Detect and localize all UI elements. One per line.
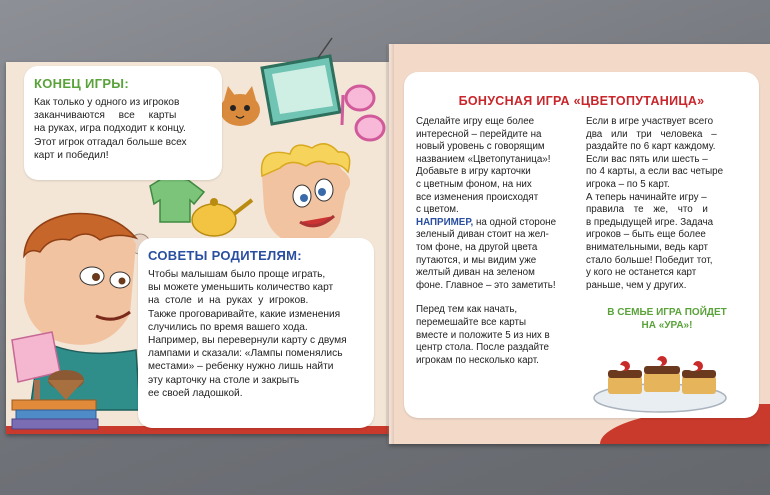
text-line: Перед тем как начать,	[416, 304, 518, 316]
text-line: с цветным фоном, на них	[416, 178, 532, 190]
text-line: в предыдущей игре. Задача	[586, 216, 714, 228]
text-line: центр стола. После раздайте	[416, 342, 549, 354]
text-line: карт и победил!	[34, 149, 109, 161]
text-line: на руках, игра подходит к концу.	[34, 123, 186, 135]
text-line: Чтобы малышам было проще играть,	[148, 269, 326, 280]
slogan-line: НА «УРА»!	[641, 320, 693, 332]
parents-tips-text	[148, 268, 366, 400]
text-line: Сделайте игру еще более	[416, 116, 535, 127]
parents-tips-title: СОВЕТЫ РОДИТЕЛЯМ:	[148, 248, 302, 263]
text-line: все изменения происходят	[416, 191, 539, 203]
text-line: стало больше! Победит тот,	[586, 254, 713, 266]
text-line: Также проговаривайте, какие изменения	[148, 308, 341, 320]
text-line: лампами и сказали: «Лампы поменялись	[148, 348, 343, 360]
text-line: новый уровень с говорящим	[416, 141, 545, 153]
text-line: игроков – быть еще более	[586, 229, 706, 241]
game-end-text	[34, 96, 218, 162]
bonus-game-title: БОНУСНАЯ ИГРА «ЦВЕТОПУТАНИЦА»	[458, 94, 705, 108]
bonus-col2	[586, 116, 748, 332]
example-lead: НАПРИМЕР,	[416, 216, 474, 228]
text-line: Если в игре участвует всего	[586, 116, 714, 127]
example-first: на одной стороне	[473, 216, 557, 228]
text-line: с цветом.	[416, 204, 459, 216]
text-line	[416, 217, 576, 230]
text-line: перемешайте все карты	[416, 316, 527, 328]
cake-illustration	[590, 350, 730, 414]
text-line: вместе и положите 5 из них в	[416, 329, 550, 341]
text-line: на столе и на руках у игроков.	[148, 295, 309, 307]
text-line: фоне. Главное – это заметить!	[416, 279, 556, 291]
blond-boy-illustration	[262, 144, 351, 245]
text-line: местами» – ребенку нужно лишь найти	[148, 361, 334, 373]
text-line: интересной – перейдите на	[416, 128, 542, 140]
text-line: А теперь начинайте игру –	[586, 191, 707, 203]
text-line: эту карточку на столе и закрыть	[148, 374, 300, 386]
text-line: игрока – по 5 карт.	[586, 178, 670, 190]
tv-illustration	[262, 38, 340, 124]
text-line: два или три человека –	[586, 128, 717, 140]
text-line: у кого не останется карт	[586, 267, 697, 279]
text-line: путаются, и мы видим уже	[416, 254, 537, 266]
text-line: ее своей ладошкой.	[148, 387, 243, 399]
text-line: случились по время вашего хода.	[148, 321, 308, 333]
text-line: Этот игрок отгадал больше всех	[34, 136, 187, 148]
text-line: вы можете уменьшить количество карт	[148, 282, 334, 294]
slogan	[586, 306, 748, 332]
bonus-col1	[416, 116, 576, 367]
parents-tips-box	[138, 238, 374, 428]
game-end-box	[24, 66, 222, 180]
slogan-line: В СЕМЬЕ ИГРА ПОЙДЕТ	[607, 307, 727, 319]
text-line: Добавьте в игру карточки	[416, 166, 531, 178]
text-line: желтый диван на зеленом	[416, 267, 535, 279]
text-line: том фоне, на другой цвета	[416, 241, 538, 253]
text-line: зеленый диван стоит на жел-	[416, 229, 549, 241]
text-line: раздайте по 6 карт каждому.	[586, 141, 716, 153]
cat-illustration	[220, 86, 260, 126]
books-illustration	[12, 400, 98, 429]
game-end-title: КОНЕЦ ИГРЫ:	[34, 76, 129, 91]
text-line: игрокам по несколько карт.	[416, 354, 539, 366]
text-line: правила те же, что и	[586, 204, 708, 216]
text-line: названием «Цветопутаница»!	[416, 153, 551, 165]
text-line: заканчиваются все карты	[34, 110, 177, 122]
text-line: внимательными, ведь карт	[586, 241, 709, 253]
text-line: Как только у одного из игроков	[34, 97, 180, 108]
text-line: по 4 карты, а если вас четыре	[586, 166, 724, 178]
text-line: раньше, чем у других.	[586, 279, 687, 291]
teapot-illustration	[192, 198, 252, 236]
text-line: Например, вы перевернули карту с двумя	[148, 335, 347, 347]
text-line: Если вас пять или шесть –	[586, 153, 708, 165]
glasses-illustration	[342, 86, 384, 140]
